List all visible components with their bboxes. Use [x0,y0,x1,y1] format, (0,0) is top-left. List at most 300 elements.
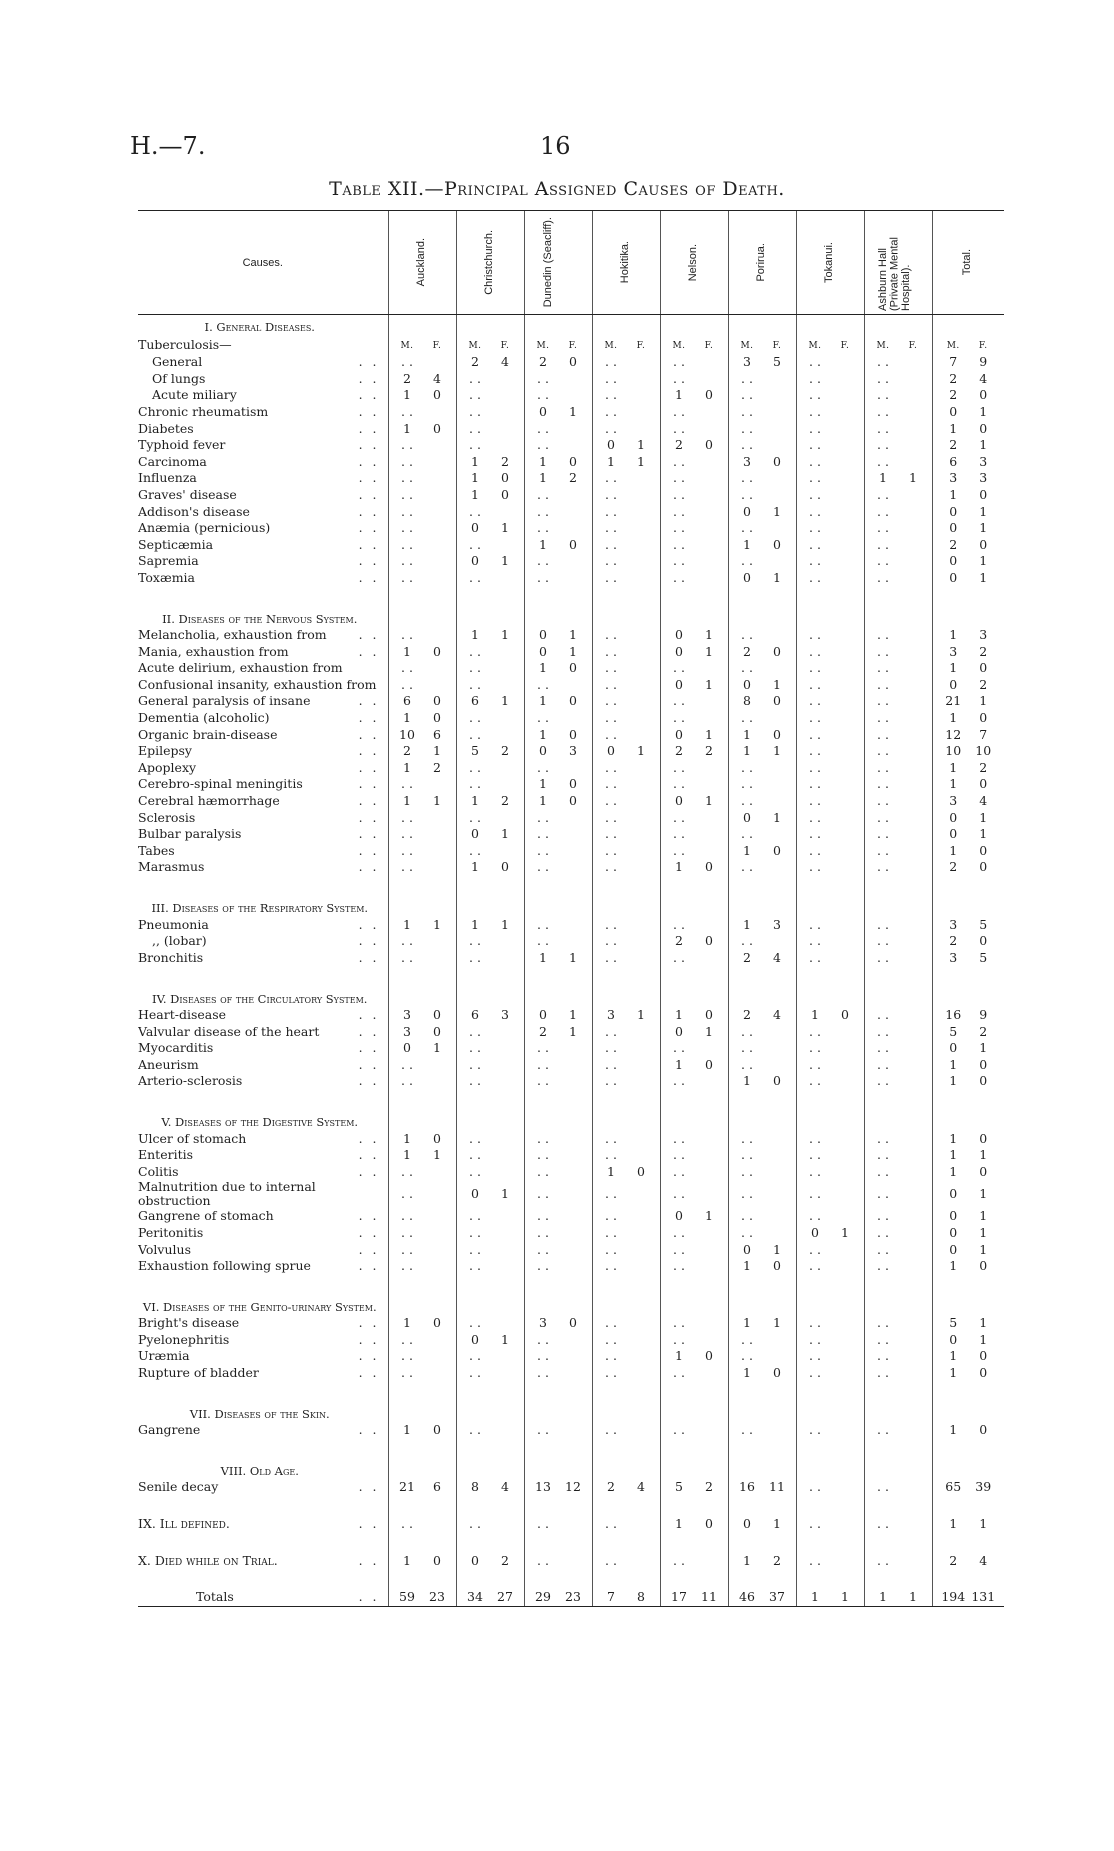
count-cell [592,1073,660,1090]
female-count: 0 [773,643,781,659]
count-cell [864,627,932,644]
count-cell [796,1516,864,1533]
count-cell [388,1040,456,1057]
total-cell [932,760,1004,777]
female-count: 0 [979,486,988,502]
female-count: 5 [773,354,781,370]
table-row [138,727,1004,744]
male-count: . . [537,1130,549,1146]
female-count: 0 [979,420,988,436]
male-count: 1 [949,1163,958,1179]
male-count: . . [469,1163,481,1179]
male-count: . . [469,370,481,386]
total-cell [932,677,1004,694]
male-count: . . [537,676,549,692]
count-cell [524,1332,592,1349]
male-count: 1 [403,1315,411,1331]
male-count: . . [741,520,753,536]
count-cell [456,1040,524,1057]
count-cell [864,1479,932,1496]
total-cell [932,404,1004,421]
female-count: 0 [705,1348,713,1364]
count-cell [796,570,864,587]
count-cell [660,1180,728,1208]
count-cell [524,454,592,471]
female-count: 0 [569,726,577,742]
count-cell [864,793,932,810]
count-cell [864,810,932,827]
cause-cell [138,1422,388,1439]
male-count: 0 [949,503,958,519]
male-count: . . [605,370,617,386]
count-cell [388,933,456,950]
cause-label: General paralysis of insane [138,693,311,709]
count-cell [660,336,728,355]
male-count: 3 [607,1006,615,1022]
male-count: . . [537,1331,549,1347]
total-cell [932,354,1004,371]
count-cell [660,810,728,827]
count-cell [388,470,456,487]
leader-dots: . . [358,453,380,469]
male-count: 13 [535,1479,551,1495]
table-row [138,1332,1004,1349]
count-cell [592,354,660,371]
female-count: 4 [773,1006,781,1022]
female-count: 0 [979,660,988,676]
count-cell [388,1057,456,1074]
female-count: 5 [979,949,988,965]
cause-cell [138,793,388,810]
male-count: . . [877,933,889,949]
count-cell [660,1073,728,1090]
cause-label: Septicæmia [138,536,214,552]
male-count: 3 [539,1315,547,1331]
total-cell [932,627,1004,644]
female-count: 1 [979,520,988,536]
male-count: . . [401,676,413,692]
male-count: 1 [949,842,958,858]
cause-label: Totals [196,1589,234,1605]
count-cell [592,520,660,537]
male-count: 16 [945,1006,962,1022]
count-cell [796,776,864,793]
count-cell [796,371,864,388]
male-count: . . [877,1479,889,1495]
male-count: 3 [949,470,958,486]
male-count: . . [877,1073,889,1089]
female-count: 0 [433,387,441,403]
count-cell [524,693,592,710]
female-count: 0 [433,1422,441,1438]
count-cell [388,1332,456,1349]
table-row [138,553,1004,570]
count-cell [388,776,456,793]
total-cell [932,553,1004,570]
count-cell [388,570,456,587]
cause-label: Marasmus [138,859,205,875]
male-count: 0 [743,1516,751,1532]
female-count: 0 [979,1258,988,1274]
male-count: 1 [743,916,751,932]
male-count: . . [673,536,685,552]
female-count: 3 [773,916,781,932]
female-count: 0 [773,1073,781,1089]
male-count: 0 [949,1040,958,1056]
male-count: . . [605,503,617,519]
count-cell [388,743,456,760]
male-count: 1 [811,1589,819,1605]
male-count: . . [537,1056,549,1072]
count-cell [660,1040,728,1057]
male-count: . . [809,1552,821,1568]
male-count: . . [469,1208,481,1224]
count-cell [864,470,932,487]
male-count: . . [537,1365,549,1381]
male-count: . . [877,1056,889,1072]
count-cell [864,1258,932,1275]
count-cell [524,1040,592,1057]
female-count: 1 [637,453,645,469]
count-cell [660,553,728,570]
total-cell [932,520,1004,537]
cause-cell [138,454,388,471]
male-count: 2 [949,859,958,875]
male-count: 2 [675,437,683,453]
male-count: . . [537,387,549,403]
male-count: . . [877,520,889,536]
total-cell [932,1024,1004,1041]
table-row [138,693,1004,710]
cause-label: Dementia (alcoholic) [138,710,270,726]
male-count: . . [673,1186,685,1202]
male-count: . . [401,842,413,858]
male-count: . . [605,916,617,932]
male-count: 1 [675,1056,683,1072]
female-count: 1 [569,1023,577,1039]
male-count: . . [537,1552,549,1568]
count-cell [864,1516,932,1533]
male-count: . . [741,1208,753,1224]
male-count: . . [605,470,617,486]
cause-label: Bright's disease [138,1315,240,1331]
male-count: 2 [949,387,958,403]
count-cell [388,859,456,876]
total-cell [932,793,1004,810]
causes-of-death-table [138,210,1004,1607]
male-count: . . [537,1163,549,1179]
male-count: . . [809,743,821,759]
cause-cell [138,760,388,777]
male-count: . . [469,776,481,792]
count-cell [456,454,524,471]
male-count: . . [469,1147,481,1163]
male-count: 0 [471,826,479,842]
male-count: . . [469,809,481,825]
count-cell [796,1332,864,1349]
count-cell [456,1365,524,1382]
female-count: 1 [569,627,577,643]
count-cell [796,421,864,438]
count-cell [864,1007,932,1024]
female-count: 2 [705,1479,713,1495]
table-row [138,1315,1004,1332]
count-cell [796,336,864,355]
female-count: 1 [705,1023,713,1039]
male-count: . . [741,793,753,809]
male-count: 34 [467,1589,483,1605]
leader-dots: . . [358,1040,380,1056]
count-cell [592,1024,660,1041]
count-cell [660,950,728,967]
female-count: 1 [637,437,645,453]
female-count: 0 [773,693,781,709]
female-count: 4 [979,793,988,809]
male-count: . . [741,370,753,386]
male-count: . . [673,420,685,436]
count-cell [388,810,456,827]
male-count: . . [469,726,481,742]
male-count: . . [741,759,753,775]
male-count: . . [877,710,889,726]
count-cell [864,504,932,521]
female-count: 3 [501,1006,509,1022]
female-count: 1 [705,643,713,659]
male-count: . . [741,627,753,643]
total-cell [932,437,1004,454]
cause-label: Melancholia, exhaustion from [138,627,327,643]
table-row [138,487,1004,504]
count-cell [660,760,728,777]
count-cell [524,354,592,371]
count-cell [728,553,796,570]
female-count: 0 [433,1315,441,1331]
total-cell [932,387,1004,404]
count-cell [864,354,932,371]
count-cell [456,1164,524,1181]
table-row [138,1258,1004,1275]
female-count: 0 [841,1006,849,1022]
male-count: . . [469,710,481,726]
section-heading: III. Diseases of the Respiratory System. [151,901,369,916]
cause-label: Enteritis [138,1147,194,1163]
female-count: 1 [705,676,713,692]
male-count: 0 [539,627,547,643]
female-header: F. [978,340,988,351]
table-row [138,437,1004,454]
count-cell [728,371,796,388]
count-cell [524,644,592,661]
male-count: . . [809,387,821,403]
section-heading-row [138,1110,1004,1131]
male-count: . . [537,569,549,585]
male-count: . . [537,759,549,775]
male-count: . . [741,1348,753,1364]
male-count: 1 [403,1552,411,1568]
count-cell [456,537,524,554]
male-count: . . [673,520,685,536]
female-count: 2 [773,1552,781,1568]
female-count: 1 [433,1147,441,1163]
count-cell [660,1225,728,1242]
cause-cell [138,1208,388,1225]
count-cell [728,1180,796,1208]
leader-dots: . . [358,553,380,569]
leader-dots: . . [358,826,380,842]
count-cell [796,537,864,554]
male-count: . . [605,1186,617,1202]
table-row [138,776,1004,793]
male-count: . . [401,1186,413,1202]
female-count: 0 [705,859,713,875]
count-cell [728,1007,796,1024]
cause-cell [138,1164,388,1181]
count-cell [796,1422,864,1439]
count-cell [660,677,728,694]
male-count: . . [605,710,617,726]
total-cell [932,1164,1004,1181]
table-row [138,627,1004,644]
male-count: . . [673,1163,685,1179]
count-cell [728,933,796,950]
female-count: 1 [569,1006,577,1022]
count-cell [728,387,796,404]
male-count: 2 [949,1552,958,1568]
count-cell [592,387,660,404]
count-cell [864,760,932,777]
count-cell [592,421,660,438]
count-cell [728,660,796,677]
count-cell [592,404,660,421]
female-count: 2 [433,759,441,775]
cause-cell [138,1315,388,1332]
count-cell [524,859,592,876]
count-cell [728,1315,796,1332]
total-cell [932,710,1004,727]
female-count: 2 [979,643,988,659]
female-count: 1 [841,1589,849,1605]
count-cell [456,776,524,793]
male-count: 0 [949,826,958,842]
leader-dots: . . [358,627,380,643]
male-count: 0 [811,1224,819,1240]
count-cell [524,1057,592,1074]
cause-cell [138,1007,388,1024]
count-cell [728,1225,796,1242]
female-count: 4 [773,949,781,965]
count-cell [728,810,796,827]
count-cell [660,570,728,587]
count-cell [660,504,728,521]
count-cell [388,387,456,404]
male-header: M. [468,340,482,351]
male-count: . . [877,793,889,809]
male-count: . . [673,1258,685,1274]
male-count: . . [741,387,753,403]
cause-cell [138,743,388,760]
leader-dots: . . [358,1365,380,1381]
total-cell [932,487,1004,504]
count-cell [728,1553,796,1570]
count-cell [388,437,456,454]
male-count: 2 [675,933,683,949]
male-count: . . [809,1056,821,1072]
male-count: . . [673,826,685,842]
male-count: 0 [675,1208,683,1224]
count-cell [592,627,660,644]
female-count: 1 [705,1208,713,1224]
table-row [138,743,1004,760]
male-count: 1 [743,726,751,742]
count-cell [796,487,864,504]
male-count: . . [877,1186,889,1202]
total-cell [932,537,1004,554]
female-count: 0 [979,1130,988,1146]
cause-cell [138,1553,388,1570]
female-count: 7 [979,726,988,742]
header-total: Total. [932,211,1004,315]
male-count: 1 [949,660,958,676]
male-count: . . [877,1365,889,1381]
male-count: . . [605,643,617,659]
female-header: F. [636,340,646,351]
count-cell [728,421,796,438]
male-count: . . [469,536,481,552]
count-cell [728,760,796,777]
male-count: . . [605,1023,617,1039]
female-count: 1 [979,1208,988,1224]
female-count: 12 [565,1479,581,1495]
female-count: 0 [979,776,988,792]
female-count: 0 [569,793,577,809]
cause-label: Typhoid fever [138,437,226,453]
male-count: 12 [945,726,962,742]
count-cell [524,1422,592,1439]
count-cell [388,1164,456,1181]
count-cell [864,710,932,727]
male-count: . . [537,1258,549,1274]
male-count: . . [673,949,685,965]
male-count: 2 [949,370,958,386]
count-cell [796,1553,864,1570]
cause-cell [138,1225,388,1242]
count-cell [660,727,728,744]
count-cell [864,520,932,537]
male-count: . . [401,1348,413,1364]
count-cell [388,793,456,810]
count-cell [864,1024,932,1041]
male-count: . . [741,859,753,875]
count-cell [456,950,524,967]
male-count: . . [877,370,889,386]
male-count: . . [673,1365,685,1381]
count-cell [456,843,524,860]
total-cell [932,1242,1004,1259]
female-count: 1 [979,503,988,519]
female-count: 2 [501,793,509,809]
total-cell [932,1258,1004,1275]
male-count: . . [605,1073,617,1089]
male-count: 1 [743,536,751,552]
cause-cell [138,1073,388,1090]
cause-cell [138,933,388,950]
count-cell [728,644,796,661]
table-row [138,387,1004,404]
count-cell [524,1208,592,1225]
male-count: . . [809,842,821,858]
count-cell [592,570,660,587]
male-count: . . [537,826,549,842]
